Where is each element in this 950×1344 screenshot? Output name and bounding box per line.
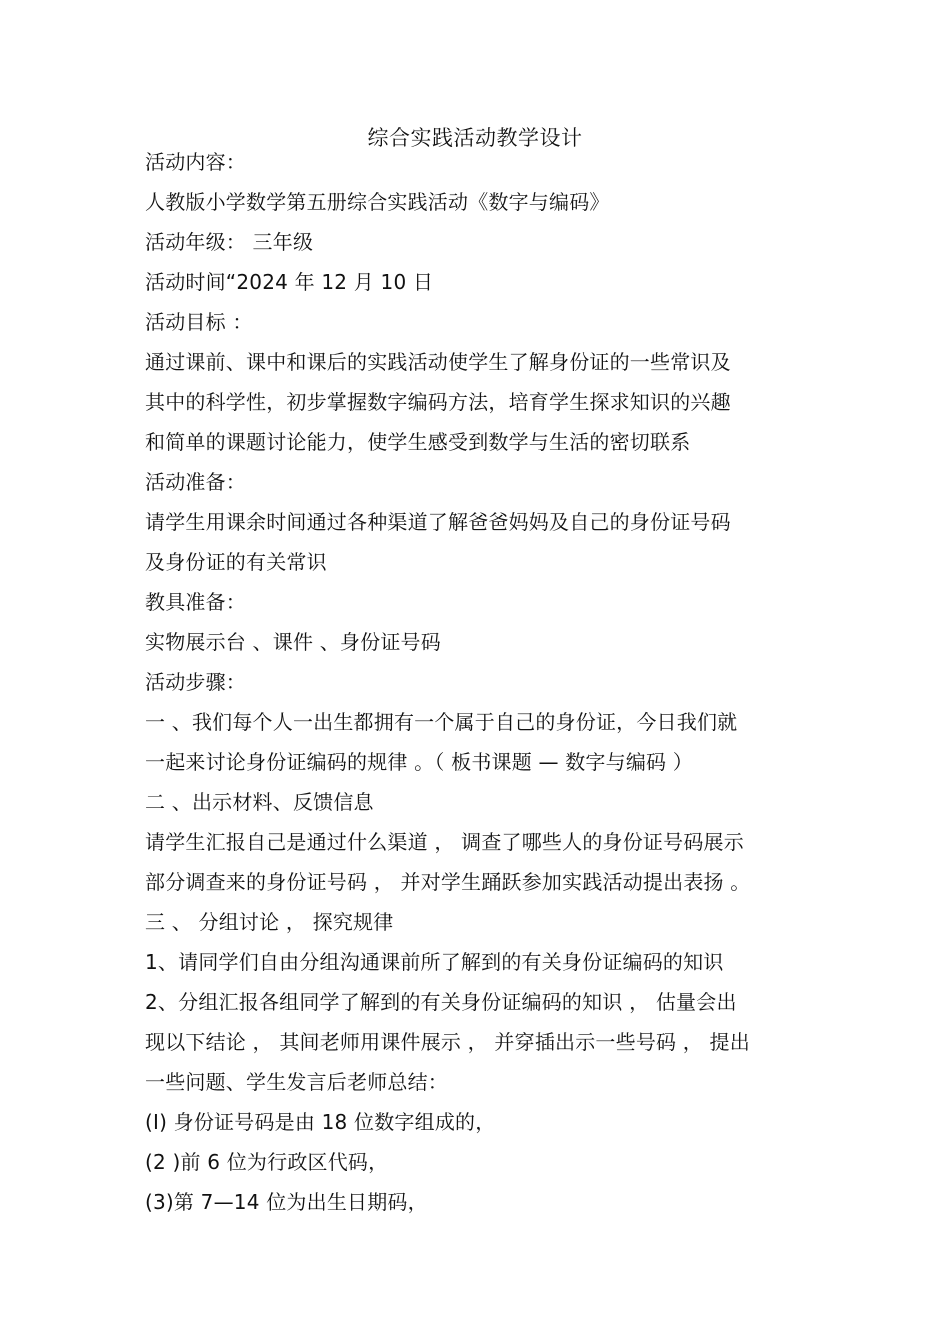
section-heading-goals: 活动目标 ：: [145, 310, 253, 334]
paragraph-line: 2、分组汇报各组同学了解到的有关身份证编码的知识 ， 估量会出: [145, 990, 737, 1014]
paragraph-line: 及身份证的有关常识: [145, 550, 327, 574]
paragraph-line: 1、请同学们自由分组沟通课前所了解到的有关身份证编码的知识: [145, 950, 724, 974]
paragraph-line: 人教版小学数学第五册综合实践活动《数字与编码》: [145, 190, 610, 214]
paragraph-line: (2 )前 6 位为行政区代码，: [145, 1150, 389, 1174]
section-heading-tools: 教具准备：: [145, 590, 246, 614]
paragraph-line: 请学生用课余时间通过各种渠道了解爸爸妈妈及自己的身份证号码: [145, 510, 731, 534]
paragraph-line: 其中的科学性，初步掌握数字编码方法，培育学生探求知识的兴趣: [145, 390, 731, 414]
section-heading-preparation: 活动准备：: [145, 470, 246, 494]
paragraph-line: 请学生汇报自己是通过什么渠道 ， 调查了哪些人的身份证号码展示: [145, 830, 744, 854]
paragraph-line: 活动年级： 三年级: [145, 230, 314, 254]
paragraph-line: 现以下结论 ， 其间老师用课件展示 ， 并穿插出示一些号码 ， 提出: [145, 1030, 750, 1054]
paragraph-line: 和简单的课题讨论能力，使学生感受到数学与生活的密切联系: [145, 430, 691, 454]
paragraph-line: 通过课前、课中和课后的实践活动使学生了解身份证的一些常识及: [145, 350, 731, 374]
paragraph-line: 三 、 分组讨论 ， 探究规律: [145, 910, 394, 934]
paragraph-line: 一起来讨论身份证编码的规律 。（ 板书课题 — 数字与编码 ）: [145, 750, 693, 774]
paragraph-line: 实物展示台 、课件 、身份证号码: [145, 630, 441, 654]
paragraph-line: 二 、出示材料、反馈信息: [145, 790, 374, 814]
paragraph-line: (I) 身份证号码是由 18 位数字组成的，: [145, 1110, 496, 1134]
paragraph-line: 一些问题、学生发言后老师总结：: [145, 1070, 448, 1094]
paragraph-line: 部分调查来的身份证号码 ， 并对学生踊跃参加实践活动提出表扬 。: [145, 870, 751, 894]
section-heading-content: 活动内容：: [145, 150, 246, 174]
paragraph-line: 一 、我们每个人一出生都拥有一个属于自己的身份证，今日我们就: [145, 710, 738, 734]
paragraph-line: 活动时间“2024 年 12 月 10 日: [145, 270, 434, 294]
document-title: 综合实践活动教学设计: [367, 126, 583, 150]
section-heading-steps: 活动步骤：: [145, 670, 246, 694]
paragraph-line: (3)第 7—14 位为出生日期码，: [145, 1190, 428, 1214]
